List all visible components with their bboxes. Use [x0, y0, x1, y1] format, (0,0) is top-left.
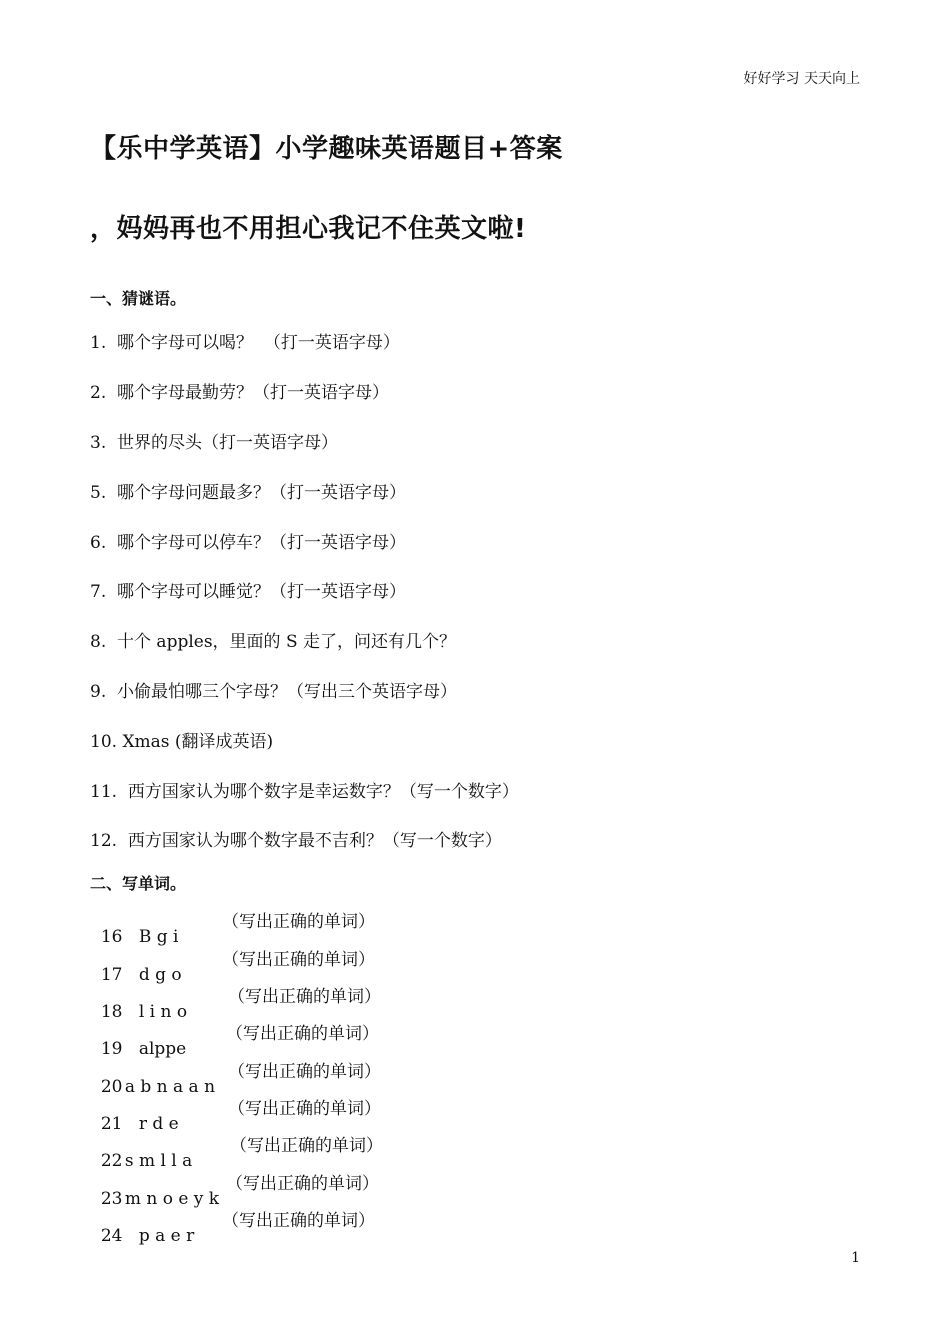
word-item-letters: d g o [138, 965, 182, 985]
word-item-letters: a b n a a n [124, 1077, 216, 1097]
riddle-question: 1. 哪个字母可以喝？ （打一英语字母） [90, 333, 400, 353]
word-item-hint: （写出正确的单词） [222, 1211, 375, 1231]
riddle-question: 5. 哪个字母问题最多？（打一英语字母） [90, 483, 407, 503]
word-item-letters: B g i [138, 927, 179, 947]
riddle-question: 8. 十个 apples，里面的 S 走了，问还有几个？ [90, 632, 457, 652]
document-title-line-2: ，妈妈再也不用担心我记不住英文啦! [90, 214, 527, 244]
header-motto: 好好学习 天天向上 [743, 71, 860, 87]
word-item-number: 24 [100, 1226, 123, 1246]
word-item [90, 945, 375, 985]
word-item-letters: p a e r [138, 1226, 195, 1246]
riddle-question: 9. 小偷最怕哪三个字母？（写出三个英语字母） [90, 682, 458, 702]
section-2-heading: 二、写单词。 [90, 874, 187, 893]
word-item-number: 18 [100, 1002, 123, 1022]
word-item-letters: m n o e y k [124, 1189, 220, 1209]
riddle-question: 12. 西方国家认为哪个数字最不吉利？（写一个数字） [90, 831, 502, 851]
word-item-letters: l i n o [138, 1002, 188, 1022]
word-item [90, 1131, 383, 1171]
word-item-letters: s m l l a [124, 1151, 193, 1171]
word-item-letters: r d e [138, 1114, 179, 1134]
word-item-hint: （写出正确的单词） [228, 1099, 381, 1119]
word-item-number: 17 [100, 965, 123, 985]
word-item-hint: （写出正确的单词） [228, 987, 381, 1007]
word-item-hint: （写出正确的单词） [226, 1024, 379, 1044]
word-item-number: 21 [100, 1114, 123, 1134]
word-item [90, 1094, 381, 1134]
word-item [90, 1169, 379, 1209]
word-item-number: 20 [100, 1077, 123, 1097]
document-title-line-1: 【乐中学英语】小学趣味英语题目+答案 [90, 134, 563, 164]
word-item-number: 22 [100, 1151, 123, 1171]
word-item-hint: （写出正确的单词） [226, 1174, 379, 1194]
word-item-number: 16 [100, 927, 123, 947]
word-item-hint: （写出正确的单词） [222, 950, 375, 970]
word-item-letters: alppe [138, 1039, 187, 1059]
riddle-question: 2. 哪个字母最勤劳？（打一英语字母） [90, 383, 390, 403]
section-1-heading: 一、猜谜语。 [90, 289, 187, 308]
word-item [90, 1057, 381, 1097]
riddle-question: 10. Xmas (翻译成英语) [90, 732, 274, 752]
riddle-question: 6. 哪个字母可以停车？（打一英语字母） [90, 533, 407, 553]
word-item-number: 19 [100, 1039, 123, 1059]
word-item-hint: （写出正确的单词） [230, 1136, 383, 1156]
word-item [90, 982, 381, 1022]
word-item [90, 1206, 375, 1246]
riddle-question: 11. 西方国家认为哪个数字是幸运数字？（写一个数字） [90, 782, 519, 802]
riddle-question: 3. 世界的尽头（打一英语字母） [90, 433, 339, 453]
word-item [90, 907, 375, 947]
word-item [90, 1019, 379, 1059]
riddle-question: 7. 哪个字母可以睡觉？（打一英语字母） [90, 582, 407, 602]
page-number: 1 [851, 1250, 860, 1266]
word-item-number: 23 [100, 1189, 123, 1209]
word-item-hint: （写出正确的单词） [228, 1062, 381, 1082]
word-item-hint: （写出正确的单词） [222, 912, 375, 932]
